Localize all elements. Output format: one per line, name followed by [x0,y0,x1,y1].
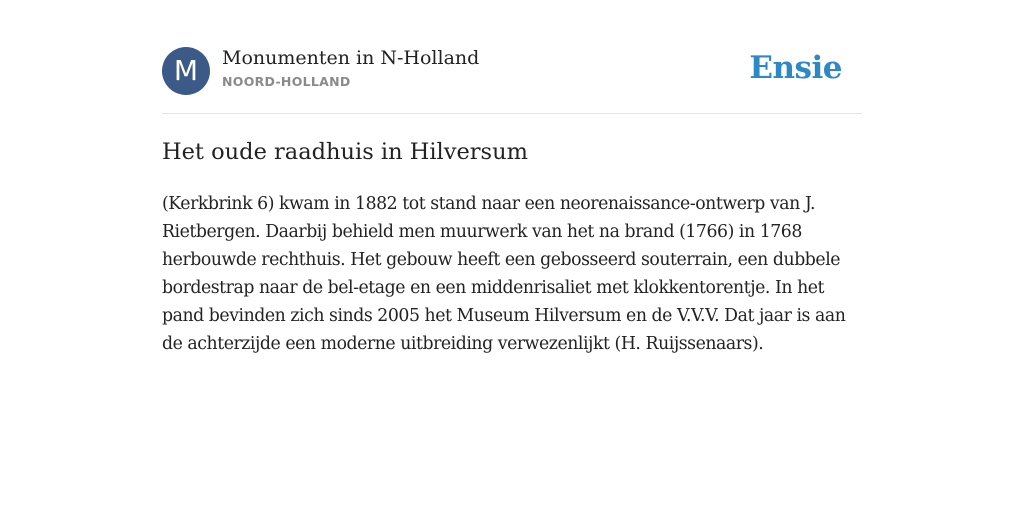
article-title: Het oude raadhuis in Hilversum [162,139,528,165]
definition-card [162,46,862,354]
card-header [162,46,862,96]
article-body: (Kerkbrink 6) kwam in 1882 tot stand naar een neorenaissance-ontwerp van J. Rietbergen. Daarbij behield men muurwerk van het na brand (1766) in 1768 herbouwde rechthuis. Het gebouw heeft een gebosseerd souterrain, een dubbele bordestrap naar de bel-etage en een middenrisaliet met klokkentorentje. In het pand bevinden zich sinds 2005 het Museum Hilversum en de V.V.V. Dat jaar is aan de achterzijde een moderne uitbreiding verwezenlijkt (H. Ruijssenaars). [162,194,846,354]
ensie-logo[interactable]: Ensie [749,50,842,86]
source-subtitle[interactable]: NOORD-HOLLAND [222,74,351,89]
avatar[interactable]: M [162,47,210,95]
source-title[interactable]: Monumenten in N-Holland [222,47,480,69]
header-divider [162,113,862,114]
